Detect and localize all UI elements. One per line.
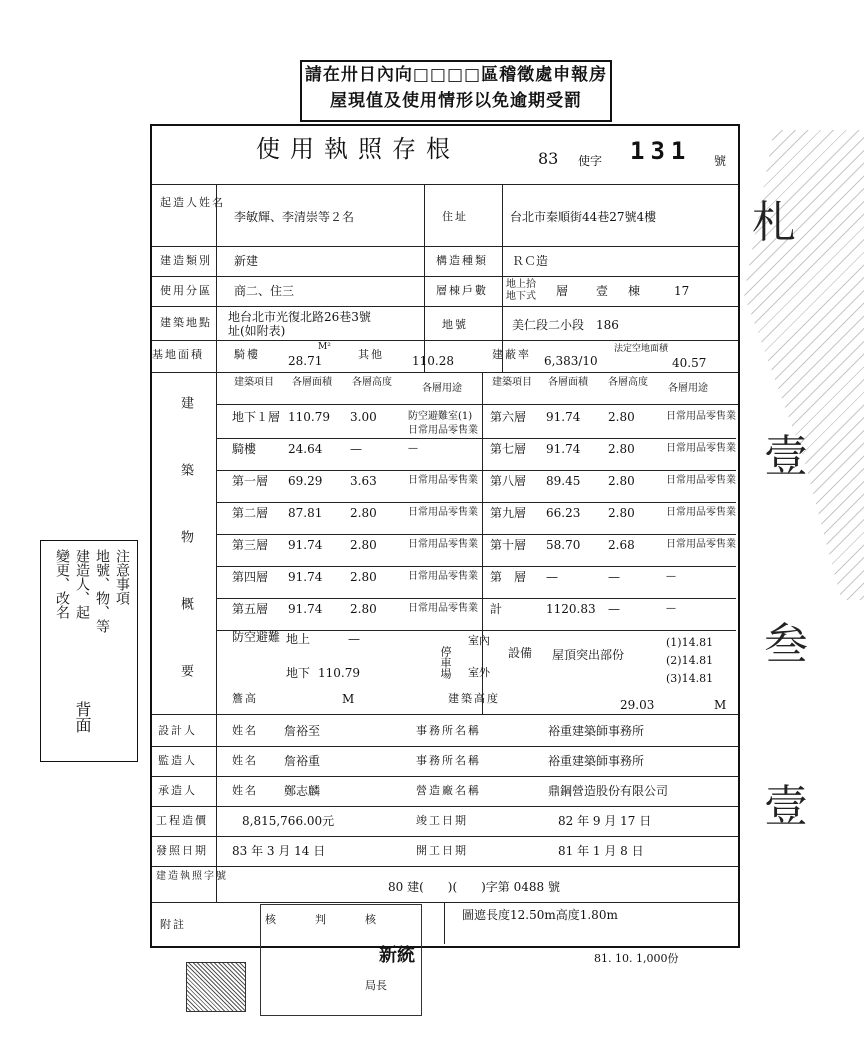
floor-area: 91.74 bbox=[288, 602, 323, 616]
start-label: 開工日期 bbox=[416, 844, 468, 857]
floor-area: 110.79 bbox=[288, 410, 330, 424]
floor-name: 第八層 bbox=[490, 474, 527, 488]
floor-area: 91.74 bbox=[546, 410, 581, 424]
floor-use: — bbox=[666, 603, 676, 614]
structure-value: ＲＣ造 bbox=[512, 254, 549, 268]
other-area: 110.28 bbox=[412, 354, 454, 368]
roof-1: (1)14.81 bbox=[666, 636, 714, 649]
designer-label: 設計人 bbox=[158, 724, 197, 737]
civil-label: 防空避難 bbox=[232, 630, 281, 644]
roof-3: (3)14.81 bbox=[666, 672, 714, 685]
parking-label: 停車場 bbox=[439, 646, 452, 679]
notice-line-1: 請在卅日內向□□□□區稽徵處申報房 bbox=[304, 65, 608, 85]
floor-use: 日常用品零售業 bbox=[408, 571, 478, 582]
floor-area: 24.64 bbox=[288, 442, 323, 456]
coverage-label: 建蔽率 bbox=[492, 348, 531, 361]
floor-height: — bbox=[608, 602, 620, 616]
unit-m2: M² bbox=[318, 342, 331, 352]
approve-stamp: 核 bbox=[365, 913, 376, 926]
floor-name: 第一層 bbox=[232, 474, 269, 488]
floor-area: 91.74 bbox=[288, 570, 323, 584]
site-label: 建築地點 bbox=[160, 316, 212, 329]
floor-name: 騎樓 bbox=[232, 442, 257, 456]
floor-use: — bbox=[408, 443, 418, 454]
floor-height: — bbox=[350, 442, 362, 456]
floor-height: 2.80 bbox=[350, 538, 377, 552]
remark-label: 附註 bbox=[160, 918, 186, 931]
floor-height: — bbox=[608, 570, 620, 584]
bheight-value: 29.03 bbox=[620, 698, 655, 712]
side-note-line: 變更、改名 bbox=[54, 549, 70, 619]
edge-mark: 叁 bbox=[764, 619, 808, 670]
permit-value: 80 建( )( )字第 0488 號 bbox=[388, 880, 560, 894]
approval-block bbox=[260, 904, 422, 1016]
contractor-company: 鼎鋼營造股份有限公司 bbox=[548, 784, 669, 798]
bheight-label: 建築高度 bbox=[448, 692, 500, 705]
open-area: 40.57 bbox=[672, 356, 707, 370]
floor-height: 2.80 bbox=[350, 570, 377, 584]
arcade-area: 28.71 bbox=[288, 354, 323, 368]
start-date: 81 年 1 月 8 日 bbox=[558, 844, 644, 858]
col-use-right: 各層用途 bbox=[668, 383, 708, 394]
bheight-unit: M bbox=[714, 698, 727, 712]
parking-in: 室內 bbox=[468, 634, 490, 647]
floor-area: 1120.83 bbox=[546, 602, 596, 616]
side-note-line: 建造人、起 bbox=[74, 549, 90, 619]
floor-use: 日常用品零售業 bbox=[408, 603, 478, 614]
floor-area: 89.45 bbox=[546, 474, 581, 488]
permit-year: 83 bbox=[538, 149, 559, 168]
build-type-value: 新建 bbox=[234, 254, 259, 268]
col-floor-height: 各層高度 bbox=[352, 377, 392, 388]
complete-label: 竣工日期 bbox=[416, 814, 468, 827]
floor-use: 防空避難室(1)日常用品零售業 bbox=[408, 411, 478, 436]
issue-label: 發照日期 bbox=[156, 844, 208, 857]
outline-label: 建築物概要 bbox=[178, 396, 193, 731]
side-note-line: 注意事項 bbox=[114, 549, 130, 605]
parking-out: 室外 bbox=[468, 666, 490, 679]
col-floor-area: 各層面積 bbox=[292, 377, 332, 388]
floor-area: 91.74 bbox=[546, 442, 581, 456]
edge-mark: 札 bbox=[752, 197, 796, 248]
floor-name: 地下１層 bbox=[232, 410, 281, 424]
lot-label: 地號 bbox=[442, 318, 468, 331]
supervisor-firm: 裕重建築師事務所 bbox=[548, 754, 645, 768]
lot-value: 美仁段二小段 186 bbox=[512, 318, 619, 332]
civil-below-label: 地下 bbox=[286, 666, 311, 680]
contractor-name: 鄭志麟 bbox=[284, 784, 321, 798]
address-label: 住址 bbox=[442, 210, 468, 223]
permit-form bbox=[150, 124, 740, 948]
zone-value: 商二、住三 bbox=[234, 284, 295, 298]
floor-height: 2.80 bbox=[350, 602, 377, 616]
official-seal bbox=[186, 962, 246, 1012]
coverage-value: 6,383/10 bbox=[544, 354, 598, 368]
floor-name: 第七層 bbox=[490, 442, 527, 456]
edge-mark: 壹 bbox=[764, 431, 808, 482]
designer-name-label: 姓名 bbox=[232, 724, 258, 737]
review-stamp: 核 bbox=[265, 913, 276, 926]
issue-date: 83 年 3 月 14 日 bbox=[232, 844, 326, 858]
notice-box bbox=[300, 60, 612, 122]
eave-label: 簷高 bbox=[232, 692, 258, 705]
site-value-2: 址(如附表) bbox=[228, 324, 286, 338]
base-area-label: 基地面積 bbox=[152, 348, 204, 361]
floor-use: 日常用品零售業 bbox=[408, 507, 478, 518]
edge-mark: 壹 bbox=[764, 781, 808, 832]
form-title: 使用執照存根 bbox=[256, 135, 460, 163]
floor-name: 第四層 bbox=[232, 570, 269, 584]
floor-name: 第三層 bbox=[232, 538, 269, 552]
floor-height: 2.80 bbox=[608, 442, 635, 456]
supervisor-name: 詹裕重 bbox=[284, 754, 321, 768]
designer-firm-label: 事務所名稱 bbox=[416, 724, 481, 737]
designer-name: 詹裕至 bbox=[284, 724, 321, 738]
floor-area: 69.29 bbox=[288, 474, 323, 488]
col-item-right: 建築項目 bbox=[492, 377, 532, 388]
zone-label: 使用分區 bbox=[160, 284, 212, 297]
floor-use: 日常用品零售業 bbox=[666, 539, 736, 550]
col-floor-height-right: 各層高度 bbox=[608, 377, 648, 388]
household-count: 17 bbox=[674, 284, 690, 298]
floor-name: 第六層 bbox=[490, 410, 527, 424]
floor-area: — bbox=[546, 570, 558, 584]
floor-name: 第九層 bbox=[490, 506, 527, 520]
contractor-company-label: 營造廠名稱 bbox=[416, 784, 481, 797]
col-floor-area-right: 各層面積 bbox=[548, 377, 588, 388]
contractor-name-label: 姓名 bbox=[232, 784, 258, 797]
judge-stamp: 判 bbox=[315, 913, 326, 926]
side-note-line: 地號、物、等 bbox=[94, 549, 110, 633]
address-value: 台北市秦順街44巷27號4樓 bbox=[510, 210, 657, 224]
seal-title: 局長 bbox=[365, 979, 387, 992]
civil-below-value: 110.79 bbox=[318, 666, 360, 680]
building-unit: 棟 bbox=[628, 284, 641, 298]
floor-use: 日常用品零售業 bbox=[408, 539, 478, 550]
building-count: 壹 bbox=[596, 284, 609, 298]
civil-above-label: 地上 bbox=[286, 632, 311, 646]
floor-unit: 層 bbox=[556, 284, 569, 298]
builder-value: 李敏輝、李清崇等２名 bbox=[234, 210, 355, 224]
floor-height: 2.80 bbox=[608, 474, 635, 488]
floor-name: 第五層 bbox=[232, 602, 269, 616]
roof-2: (2)14.81 bbox=[666, 654, 714, 667]
designer-firm: 裕重建築師事務所 bbox=[548, 724, 645, 738]
floor-use: 日常用品零售業 bbox=[666, 475, 736, 486]
arcade-label: 騎樓 bbox=[234, 348, 260, 361]
floor-use: 日常用品零售業 bbox=[408, 475, 478, 486]
floor-use: — bbox=[666, 571, 676, 582]
contractor-label: 承造人 bbox=[158, 784, 197, 797]
floor-height: 2.80 bbox=[350, 506, 377, 520]
floor-height: 2.80 bbox=[608, 410, 635, 424]
floor-height: 3.00 bbox=[350, 410, 377, 424]
floor-use: 日常用品零售業 bbox=[666, 507, 736, 518]
floor-area: 87.81 bbox=[288, 506, 323, 520]
back-label: 背面 bbox=[73, 701, 92, 733]
supervisor-name-label: 姓名 bbox=[232, 754, 258, 767]
floor-use: 日常用品零售業 bbox=[666, 443, 736, 454]
site-value: 地台北市光復北路26巷3號 bbox=[228, 310, 371, 324]
floor-name: 第 層 bbox=[490, 570, 527, 584]
floor-area: 66.23 bbox=[546, 506, 581, 520]
floor-name: 第二層 bbox=[232, 506, 269, 520]
floor-name: 計 bbox=[490, 602, 503, 616]
notice-line-2: 屋現值及使用情形以免逾期受罰 bbox=[330, 91, 582, 111]
floor-name: 第十層 bbox=[490, 538, 527, 552]
cost-label: 工程造價 bbox=[156, 814, 208, 827]
permit-prefix: 使字 bbox=[578, 154, 603, 168]
side-note bbox=[40, 540, 138, 762]
supervisor-label: 監造人 bbox=[158, 754, 197, 767]
floor-area: 58.70 bbox=[546, 538, 581, 552]
print-footer: 81. 10. 1,000份 bbox=[594, 952, 679, 965]
permit-label: 建造執照字號 bbox=[156, 871, 228, 882]
seal-name: 新統 bbox=[379, 945, 415, 966]
cost-value: 8,815,766.00元 bbox=[242, 814, 335, 828]
floor-use: 日常用品零售業 bbox=[666, 411, 736, 422]
floor-height: 2.80 bbox=[608, 506, 635, 520]
equip-label: 設備 bbox=[508, 646, 533, 660]
builder-label: 起造人姓名 bbox=[160, 196, 225, 209]
civil-above-value: — bbox=[348, 632, 360, 646]
supervisor-firm-label: 事務所名稱 bbox=[416, 754, 481, 767]
complete-date: 82 年 9 月 17 日 bbox=[558, 814, 652, 828]
col-use: 各層用途 bbox=[422, 383, 462, 394]
floor-height: 2.68 bbox=[608, 538, 635, 552]
floors-label: 層棟戶數 bbox=[436, 284, 488, 297]
open-label: 法定空地面積 bbox=[614, 344, 669, 354]
floor-area: 91.74 bbox=[288, 538, 323, 552]
floors-below: 地下式 bbox=[506, 291, 536, 302]
build-type-label: 建造類別 bbox=[160, 254, 212, 267]
roof-label: 屋頂突出部份 bbox=[552, 648, 625, 662]
other-label: 其他 bbox=[358, 348, 384, 361]
floor-height: 3.63 bbox=[350, 474, 377, 488]
eave-value: M bbox=[342, 692, 355, 706]
permit-number: 131 bbox=[630, 137, 692, 165]
remark-value: 圖遮長度12.50m高度1.80m bbox=[462, 908, 618, 922]
permit-suffix: 號 bbox=[714, 154, 727, 168]
structure-label: 構造種類 bbox=[436, 254, 488, 267]
col-item: 建築項目 bbox=[234, 377, 274, 388]
floors-above: 地上拾 bbox=[506, 279, 536, 290]
